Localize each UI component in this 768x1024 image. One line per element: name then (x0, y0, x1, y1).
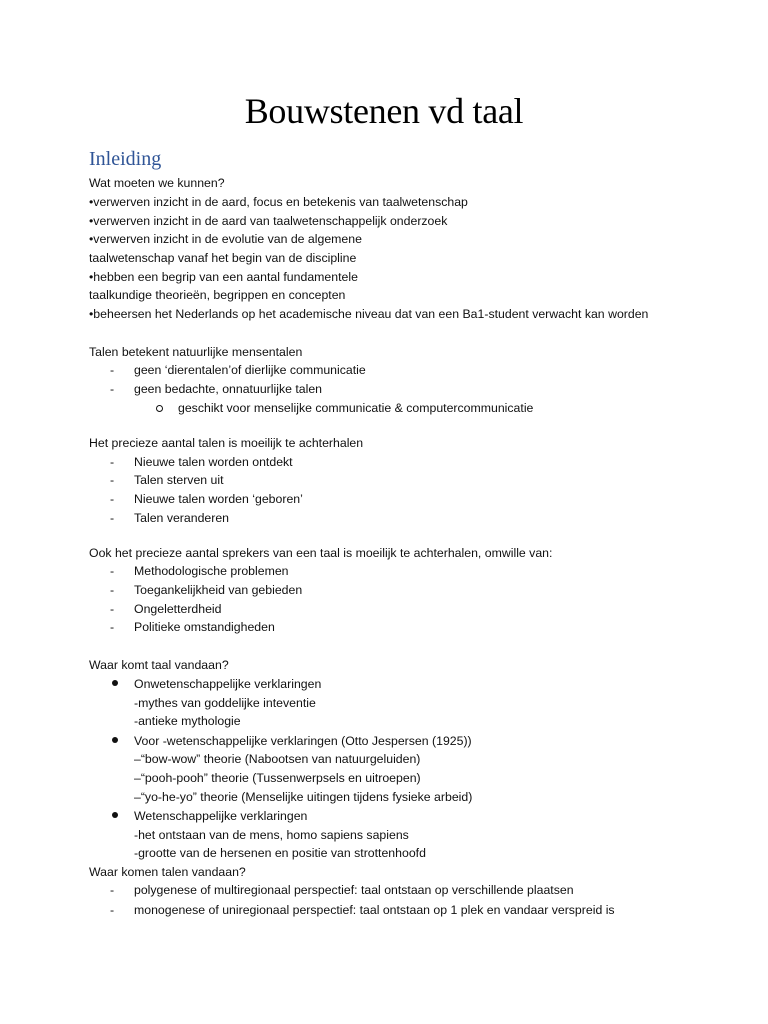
bullet-icon (112, 680, 118, 686)
dash-marker: - (110, 602, 115, 616)
bullet-item: Onwetenschappelijke verklaringen (134, 677, 322, 691)
bullet-sub-line: -antieke mythologie (134, 714, 241, 728)
dash-marker: - (110, 492, 115, 506)
intro-line: •hebben een begrip van een aantal fundamentele (89, 270, 358, 284)
intro-line: •verwerven inzicht in de aard van taalwetenschappelijk onderzoek (89, 214, 448, 228)
intro-line: •verwerven inzicht in de aard, focus en betekenis van taalwetenschap (89, 195, 468, 209)
dash-marker: - (110, 473, 115, 487)
list-item: Methodologische problemen (134, 564, 289, 578)
aantal-intro: Het precieze aantal talen is moeilijk te achterhalen (89, 436, 364, 450)
list-item: Talen veranderen (134, 511, 230, 525)
section-heading-inleiding: Inleiding (89, 148, 162, 170)
list-item: monogenese of uniregionaal perspectief: taal ontstaan op 1 plek en vandaar verspreid is (134, 903, 615, 917)
bullet-sub-line: -mythes van goddelijke inteventie (134, 696, 316, 710)
intro-line: •verwerven inzicht in de evolutie van de algemene (89, 232, 362, 246)
bullet-item: Voor -wetenschappelijke verklaringen (Otto Jespersen (1925)) (134, 734, 472, 748)
dash-marker: - (110, 583, 115, 597)
sub-list-item: geschikt voor menselijke communicatie & computercommunicatie (178, 401, 534, 415)
bullet-sub-line: –“yo-he-yo” theorie (Menselijke uitingen tijdens fysieke arbeid) (134, 790, 473, 804)
bullet-sub-line: -het ontstaan van de mens, homo sapiens sapiens (134, 828, 409, 842)
document-title: Bouwstenen vd taal (244, 91, 524, 131)
bullet-item: Wetenschappelijke verklaringen (134, 809, 308, 823)
list-item: geen bedachte, onnatuurlijke talen (134, 382, 323, 396)
intro-line: •beheersen het Nederlands op het academische niveau dat van een Ba1-student verwacht kan worden (89, 307, 649, 321)
dash-marker: - (110, 382, 115, 396)
dash-marker: - (110, 363, 115, 377)
talen-intro: Talen betekent natuurlijke mensentalen (89, 345, 303, 359)
list-item: Toegankelijkheid van gebieden (134, 583, 303, 597)
bullet-icon (112, 812, 118, 818)
bullet-sub-line: -grootte van de hersenen en positie van strottenhoofd (134, 846, 426, 860)
dash-marker: - (110, 620, 115, 634)
dash-marker: - (110, 564, 115, 578)
intro-line: taalwetenschap vanaf het begin van de discipline (89, 251, 357, 265)
list-item: polygenese of multiregionaal perspectief: taal ontstaan op verschillende plaatsen (134, 883, 574, 897)
list-item: Ongeletterdheid (134, 602, 222, 616)
oorsprong-intro: Waar komt taal vandaan? (89, 658, 229, 672)
bullet-sub-line: –“pooh-pooh” theorie (Tussenwerpsels en uitroepen) (134, 771, 421, 785)
bullet-sub-line: –“bow-wow” theorie (Nabootsen van natuurgeluiden) (134, 752, 421, 766)
list-item: Nieuwe talen worden ‘geboren’ (134, 492, 303, 506)
intro-line: Wat moeten we kunnen? (89, 176, 225, 190)
list-item: Nieuwe talen worden ontdekt (134, 455, 293, 469)
dash-marker: - (110, 511, 115, 525)
list-item: Talen sterven uit (134, 473, 224, 487)
list-item: Politieke omstandigheden (134, 620, 275, 634)
bullet-icon (112, 737, 118, 743)
dash-marker: - (110, 883, 115, 897)
circle-bullet-icon (156, 405, 163, 412)
dash-marker: - (110, 903, 115, 917)
dash-marker: - (110, 455, 115, 469)
list-item: geen ‘dierentalen’of dierlijke communicatie (134, 363, 366, 377)
intro-line: taalkundige theorieën, begrippen en concepten (89, 288, 346, 302)
komen-intro: Waar komen talen vandaan? (89, 865, 246, 879)
sprekers-intro: Ook het precieze aantal sprekers van een taal is moeilijk te achterhalen, omwille van: (89, 546, 553, 560)
